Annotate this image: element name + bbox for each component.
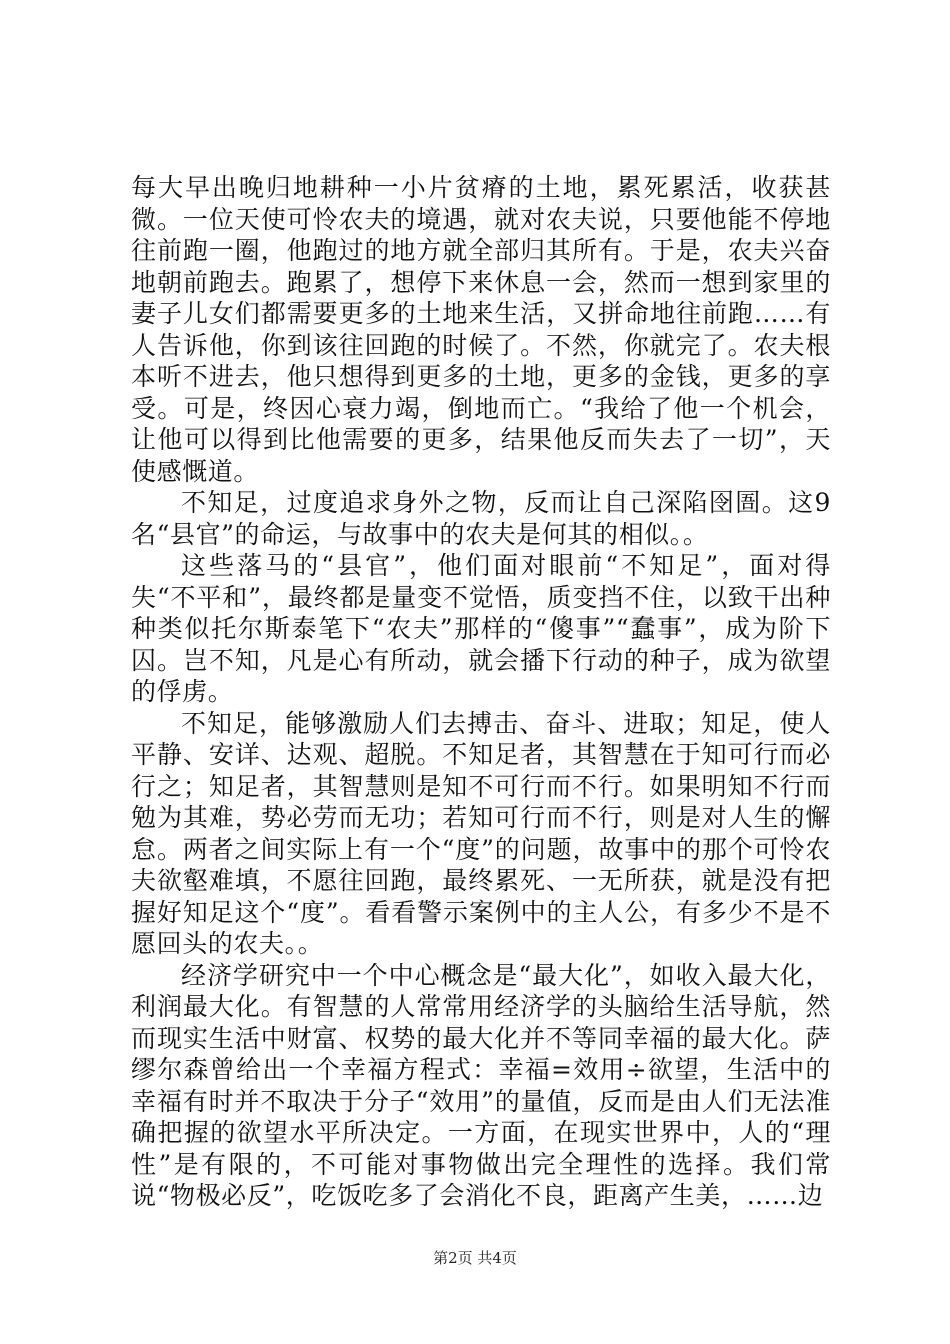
paragraph-contentment: 不知足，能够激励人们去搏击、奋斗、进取；知足，使人平静、安详、达观、超脱。不知足者，其智慧在于知可行而必行之；知足者，其智慧则是知不可行而不行。如果明知不行而勉为其难，势必劳而无功；若知可行而不行，则是对人生的懈怠。两者之间实际上有一个“度”的问题，故事中的那个可怜农夫欲壑难填，不愿往回跑，最终累死、一无所获，就是没有把握好知足这个“度”。看看警示案例中的主人公，有多少不是不愿回头的农夫。。 [131, 708, 831, 958]
paragraph-economics: 经济学研究中一个中心概念是“最大化”，如收入最大化，利润最大化。有智慧的人常常用经济学的头脑给生活导航，然而现实生活中财富、权势的最大化并不等同幸福的最大化。萨缪尔森曾给出一个幸福方程式：幸福=效用÷欲望，生活中的幸福有时并不取决于分子“效用”的量值，反而是由人们无法准确把握的欲望水平所决定。一方面，在现实世界中，人的“理性”是有限的，不可能对事物做出完全理性的选择。我们常说“物极必反”，吃饭吃多了会消化不良，距离产生美，……边 [131, 960, 831, 1210]
paragraph-farmer-story: 每大早出晚归地耕种一小片贫瘠的土地，累死累活，收获甚微。一位天使可怜农夫的境遇，就对农夫说，只要他能不停地往前跑一圈，他跑过的地方就全部归其所有。于是，农夫兴奋地朝前跑去。跑累了，想停下来休息一会，然而一想到家里的妻子儿女们都需要更多的土地来生活，又拼命地往前跑……有人告诉他，你到该往回跑的时候了。不然，你就完了。农夫根本听不进去，他只想得到更多的土地，更多的金钱，更多的享受。可是，终因心衰力竭，倒地而亡。“我给了他一个机会，让他可以得到比他需要的更多，结果他反而失去了一切”，天使感慨道。 [131, 173, 831, 486]
paragraph-fallen-officials: 这些落马的“县官”，他们面对眼前“不知足”，面对得失“不平和”，最终都是量变不觉悟，质变挡不住，以致干出种种类似托尔斯泰笔下“农夫”那样的“傻事”“蠢事”，成为阶下囚。岂不知，凡是心有所动，就会播下行动的种子，成为欲望的俘虏。 [131, 551, 831, 706]
page-number-footer: 第2页 共4页 [433, 1249, 517, 1267]
document-body [131, 172, 831, 1212]
paragraph-discontent: 不知足，过度追求身外之物，反而让自己深陷囹圄。这9名“县官”的命运，与故事中的农夫是何其的相似。。 [131, 488, 831, 549]
